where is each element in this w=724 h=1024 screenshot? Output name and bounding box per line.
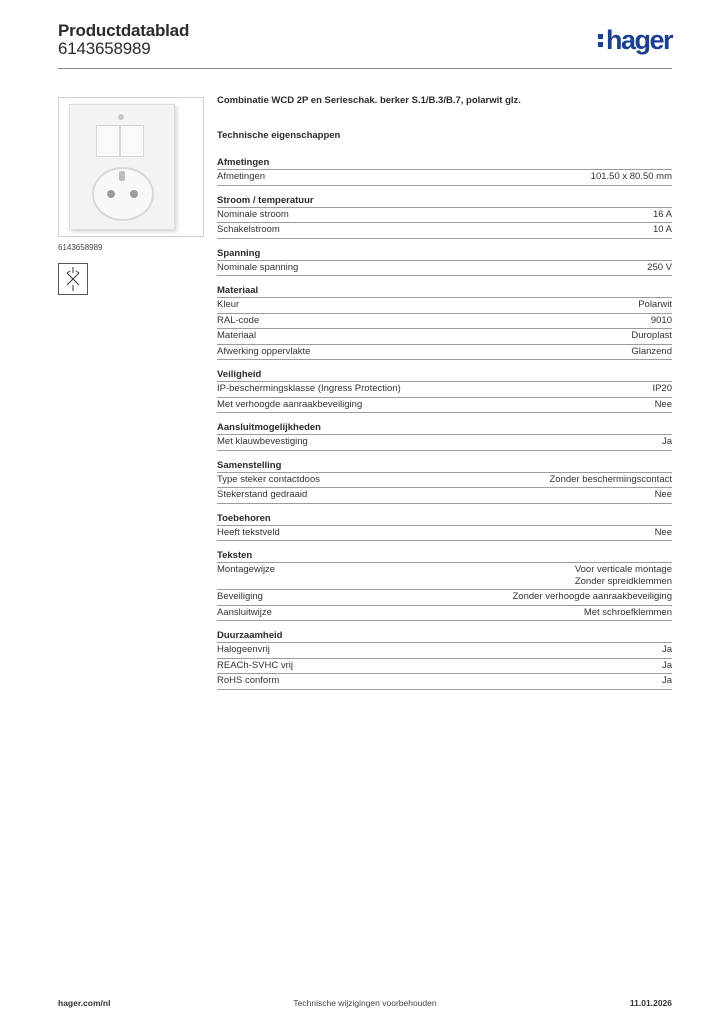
section-title: Toebehoren xyxy=(217,512,271,524)
property-row xyxy=(217,658,672,674)
property-row xyxy=(217,207,672,223)
property-value xyxy=(591,171,672,183)
property-value xyxy=(655,399,672,411)
property-label: Schakelstroom xyxy=(217,224,280,235)
property-value xyxy=(662,644,672,656)
section-title: Materiaal xyxy=(217,285,259,296)
property-row xyxy=(217,260,672,277)
footer-note: Technische wijzigingen voorbehouden xyxy=(293,998,437,1008)
property-section xyxy=(217,247,672,277)
property-value xyxy=(631,330,672,342)
section-title: Aansluitmogelijkheden xyxy=(217,422,321,433)
property-section xyxy=(217,549,672,621)
property-value xyxy=(662,675,672,687)
technical-properties-heading: Technische eigenschappen xyxy=(217,130,341,141)
property-row xyxy=(217,328,672,344)
property-row xyxy=(217,313,672,329)
section-title: Samenstelling xyxy=(217,459,282,471)
property-rows xyxy=(217,260,672,277)
property-value-line: Zonder beschermingscontact xyxy=(549,473,672,485)
property-row xyxy=(217,605,672,622)
property-value-line: Nee xyxy=(654,489,672,500)
property-value xyxy=(584,607,672,619)
property-row xyxy=(217,397,672,414)
property-row xyxy=(217,381,672,397)
property-value xyxy=(653,224,672,236)
property-value-line: 101.50 x 80.50 mm xyxy=(590,171,672,182)
property-label: IP-beschermingsklasse (Ingress Protection) xyxy=(217,383,401,394)
property-value-line: Ja xyxy=(661,644,672,655)
property-value-line: 16 A xyxy=(652,208,672,220)
property-label: Aansluitwijze xyxy=(217,606,272,618)
property-section xyxy=(217,284,672,360)
property-row xyxy=(217,589,672,605)
property-value xyxy=(575,564,672,587)
logo-dots-icon xyxy=(598,32,604,48)
property-row xyxy=(217,169,672,186)
property-label: Met verhoogde aanraakbeveiliging xyxy=(217,398,363,410)
property-label: Nominale spanning xyxy=(217,261,299,273)
cover-plate xyxy=(69,104,175,230)
property-value-line: 250 V xyxy=(647,261,672,273)
property-section xyxy=(217,194,672,239)
property-rows xyxy=(217,525,672,542)
property-value xyxy=(655,527,672,539)
property-section xyxy=(217,512,672,542)
property-value-line: Nee xyxy=(654,398,672,410)
property-rows xyxy=(217,562,672,621)
property-value xyxy=(647,262,672,274)
property-label: REACh-SVHC vrij xyxy=(217,659,294,671)
property-value xyxy=(653,209,672,221)
switch-symbol-icon xyxy=(58,263,88,295)
property-row xyxy=(217,434,672,451)
property-section xyxy=(217,368,672,413)
property-row xyxy=(217,562,672,589)
property-value-line: Polarwit xyxy=(638,299,672,310)
document-title: Productdatablad xyxy=(58,21,190,40)
header-divider xyxy=(58,68,672,69)
property-label: Heeft tekstveld xyxy=(217,526,280,538)
property-value-line: Glanzend xyxy=(631,345,672,357)
property-value xyxy=(651,315,672,327)
property-rows xyxy=(217,434,672,451)
property-value-line: IP20 xyxy=(652,383,672,394)
product-image xyxy=(58,97,204,237)
property-value xyxy=(655,489,672,501)
property-value xyxy=(638,299,672,311)
property-rows xyxy=(217,472,672,504)
socket-hole-right xyxy=(130,190,138,198)
footer-website: hager.com/nl xyxy=(58,998,111,1008)
property-rows xyxy=(217,169,672,186)
property-label: Beveiliging xyxy=(217,591,263,602)
rocker-left xyxy=(96,125,120,157)
property-label: Afmetingen xyxy=(217,171,266,182)
property-value-line: 9010 xyxy=(650,314,672,326)
property-row xyxy=(217,525,672,542)
section-title: Veiligheid xyxy=(217,369,262,380)
socket-outlet xyxy=(92,167,154,221)
property-label: Halogeenvrij xyxy=(217,644,270,655)
content-column xyxy=(217,95,672,698)
property-sections xyxy=(217,156,672,690)
property-rows xyxy=(217,207,672,239)
property-row xyxy=(217,642,672,658)
page-header xyxy=(58,21,672,65)
property-value-line: Met schroefklemmen xyxy=(583,606,672,618)
property-row xyxy=(217,297,672,313)
section-title: Spanning xyxy=(217,247,261,259)
property-value-line: 10 A xyxy=(652,224,672,235)
property-section xyxy=(217,459,672,504)
property-section xyxy=(217,421,672,451)
property-label: Kleur xyxy=(217,299,240,310)
property-value xyxy=(631,346,672,358)
property-row xyxy=(217,673,672,690)
socket-hole-left xyxy=(107,190,115,198)
hager-logo xyxy=(598,27,672,54)
product-description: Combinatie WCD 2P en Serieschak. berker S.1/B.3/B.7, polarwit glz. xyxy=(217,95,521,106)
property-value xyxy=(549,474,672,486)
property-value-line: Zonder verhoogde aanraakbeveiliging xyxy=(512,591,672,602)
section-title: Duurzaamheid xyxy=(217,630,283,641)
property-label: Type steker contactdoos xyxy=(217,473,320,485)
property-value xyxy=(662,436,672,448)
document-number: 6143658989 xyxy=(58,39,151,58)
section-title: Stroom / temperatuur xyxy=(217,194,314,206)
property-value xyxy=(512,591,672,603)
property-row xyxy=(217,472,672,488)
image-caption: 6143658989 xyxy=(58,243,103,252)
property-label: Met klauwbevestiging xyxy=(217,436,308,447)
property-label: Materiaal xyxy=(217,330,257,341)
property-rows xyxy=(217,381,672,413)
property-label: RAL-code xyxy=(217,314,260,326)
property-value-line: Duroplast xyxy=(631,330,672,341)
property-row xyxy=(217,222,672,239)
property-value xyxy=(662,660,672,672)
property-label: Stekerstand gedraaid xyxy=(217,489,308,500)
property-label: Montagewijze xyxy=(217,564,276,575)
rocker-right xyxy=(120,125,144,157)
property-section xyxy=(217,156,672,186)
section-title: Teksten xyxy=(217,550,253,561)
socket-earth-pin xyxy=(119,171,125,181)
property-value xyxy=(652,383,672,395)
property-section xyxy=(217,629,672,690)
property-value-line: Ja xyxy=(661,659,672,671)
property-row xyxy=(217,344,672,361)
property-label: RoHS conform xyxy=(217,675,280,686)
indicator-lens xyxy=(118,114,124,120)
property-row xyxy=(217,487,672,504)
property-label: Afwerking oppervlakte xyxy=(217,345,311,357)
property-value-line: Ja xyxy=(661,675,672,686)
property-value-line: Voor verticale montage xyxy=(574,564,672,575)
property-value-line: Zonder spreidklemmen xyxy=(574,575,672,587)
property-value-line: Nee xyxy=(654,526,672,538)
logo-text: hager xyxy=(605,25,672,55)
property-rows xyxy=(217,297,672,360)
property-rows xyxy=(217,642,672,690)
property-label: Nominale stroom xyxy=(217,208,289,220)
property-value-line: Ja xyxy=(661,436,672,447)
section-title: Afmetingen xyxy=(217,157,270,168)
footer-date: 11.01.2026 xyxy=(629,998,672,1008)
